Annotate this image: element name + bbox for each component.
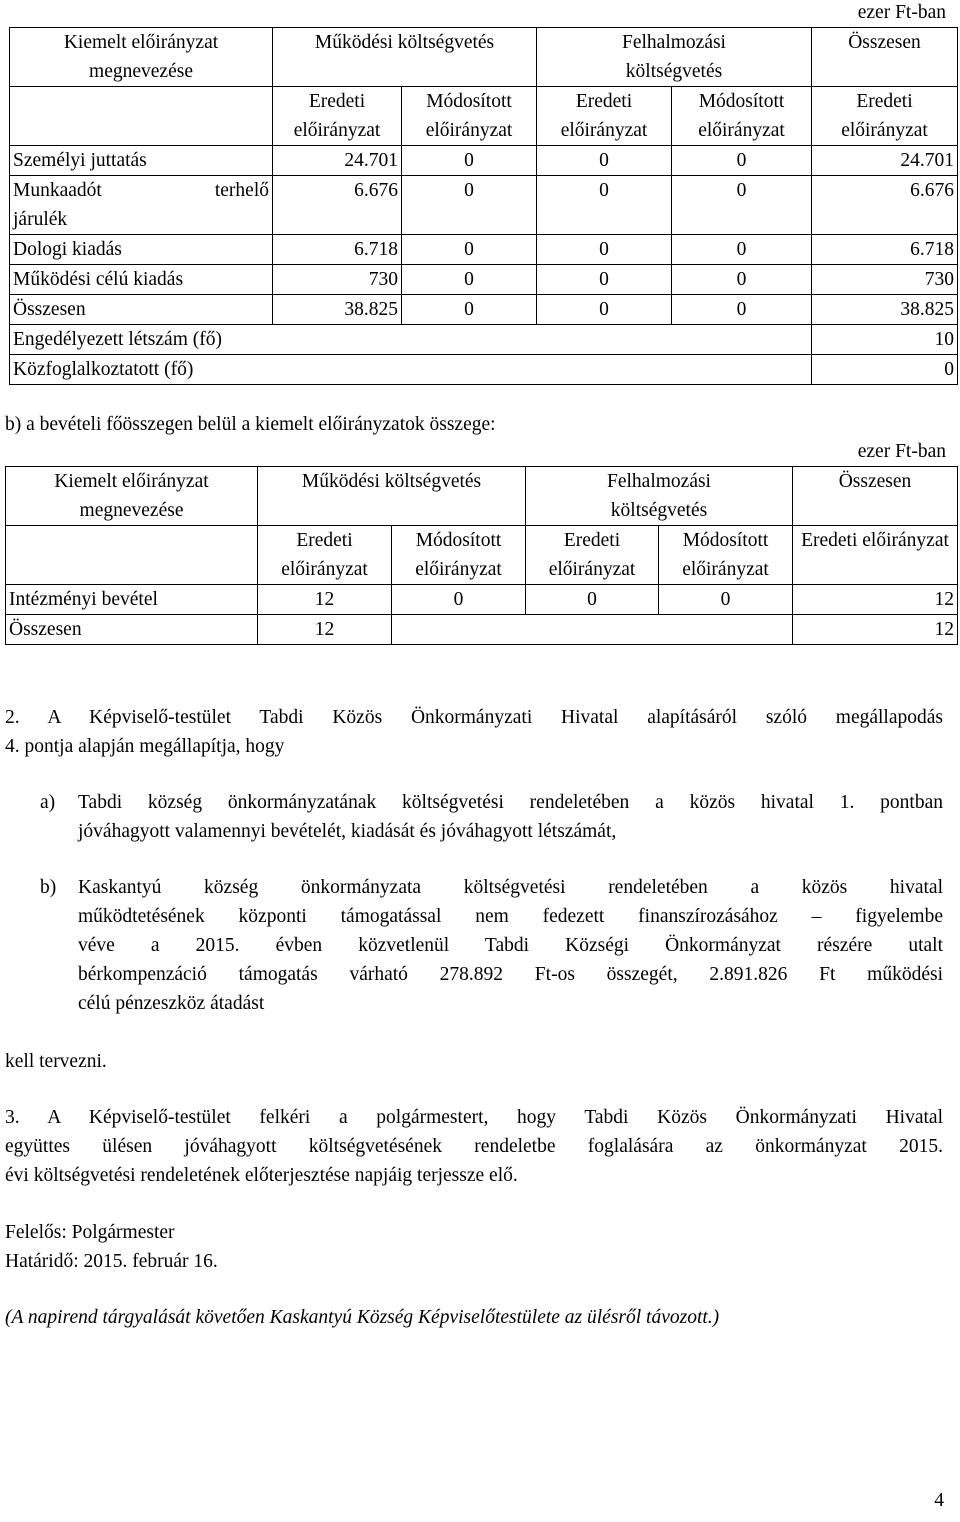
cell-value: 6.676 xyxy=(273,176,402,235)
table1-osszesen-header: Összesen xyxy=(812,28,958,87)
cell-total: 6.718 xyxy=(812,235,958,265)
paragraph-line: együttes ülésen jóváhagyott költségvetésének rendeletbe foglalására az önkormányzat 2015. xyxy=(5,1136,943,1157)
cell-value: 0 xyxy=(672,295,812,325)
cell-value: 730 xyxy=(273,265,402,295)
list-item-b xyxy=(40,873,943,1018)
cell-value: 0 xyxy=(659,585,793,615)
row-label: Személyi juttatás xyxy=(10,146,273,176)
paragraph-2 xyxy=(5,703,943,761)
table-row xyxy=(10,265,958,295)
paragraph-line: 4. pontja alapján megállapítja, hogy xyxy=(5,736,285,757)
list-marker: b) xyxy=(40,877,57,898)
table2 xyxy=(5,466,958,645)
felelos-line: Felelős: Polgármester xyxy=(5,1222,175,1243)
table2-eredeti-1: Eredeti előirányzat xyxy=(258,526,392,585)
cell-value: 0 xyxy=(402,146,537,176)
paragraph-line: 2. A Képviselő-testület Tabdi Közös Önkormányzati Hivatal alapításáról szóló megállapodás xyxy=(5,707,943,728)
letszam-value: 10 xyxy=(812,325,958,355)
cell-value: 0 xyxy=(672,176,812,235)
closing-note: (A napirend tárgyalását követően Kaskantyú Község Képviselőtestülete az ülésről távozott.) xyxy=(5,1307,720,1328)
page-number: 4 xyxy=(934,1490,944,1511)
table1-mukodesi-header: Működési költségvetés xyxy=(273,28,537,87)
list-line: célú pénzeszköz átadást xyxy=(78,993,265,1014)
table2-eredeti-2: Eredeti előirányzat xyxy=(526,526,659,585)
table2-unit: ezer Ft-ban xyxy=(857,441,946,462)
table1-eredeti-2: Eredeti előirányzat xyxy=(537,87,672,146)
cell-total: 12 xyxy=(793,615,958,645)
cell-total: 38.825 xyxy=(812,295,958,325)
cell-value: 0 xyxy=(402,235,537,265)
table-row xyxy=(10,146,958,176)
table1-felhalmozasi-header: Felhalmozási költségvetés xyxy=(537,28,812,87)
row-label-part: terhelő xyxy=(214,180,269,201)
paragraph-3 xyxy=(5,1103,943,1190)
table-row xyxy=(10,325,958,355)
table2-modositott-1: Módosított előirányzat xyxy=(392,526,526,585)
row-label: Összesen xyxy=(6,615,258,645)
cell-total: 12 xyxy=(793,585,958,615)
list-line: Kaskantyú község önkormányzata költségvetési rendeletében a közös hivatal xyxy=(78,877,943,898)
table1-modositott-1: Módosított előirányzat xyxy=(402,87,537,146)
table1 xyxy=(9,27,958,385)
table-row xyxy=(10,235,958,265)
table2-eredeti-3: Eredeti előirányzat xyxy=(793,526,958,585)
table-row xyxy=(10,355,958,385)
cell-value: 12 xyxy=(258,585,392,615)
cell-value: 0 xyxy=(402,176,537,235)
table1-unit: ezer Ft-ban xyxy=(857,2,946,23)
table-row xyxy=(6,585,958,615)
table1-empty-cell xyxy=(10,87,273,146)
table2-name-header: Kiemelt előirányzat megnevezése xyxy=(6,467,258,526)
cell-value: 0 xyxy=(672,235,812,265)
table-row xyxy=(6,615,958,645)
row-label xyxy=(10,176,273,235)
table2-mukodesi-header: Működési költségvetés xyxy=(258,467,526,526)
cell-value: 0 xyxy=(672,265,812,295)
cell-value: 0 xyxy=(537,265,672,295)
list-line: véve a 2015. évben közvetlenül Tabdi Községi Önkormányzat részére utalt xyxy=(78,935,943,956)
table-row xyxy=(10,176,958,235)
table2-modositott-2: Módosított előirányzat xyxy=(659,526,793,585)
cell-value: 24.701 xyxy=(273,146,402,176)
cell-total: 6.676 xyxy=(812,176,958,235)
cell-value: 0 xyxy=(672,146,812,176)
kozfog-label: Közfoglalkoztatott (fő) xyxy=(10,355,812,385)
list-item-a xyxy=(40,788,943,846)
paragraph-line: évi költségvetési rendeletének előterjesztése napjáig terjessze elő. xyxy=(5,1165,518,1186)
list-line: bérkompenzáció támogatás várható 278.892 Ft-os összegét, 2.891.826 Ft működési xyxy=(78,964,943,985)
kozfog-value: 0 xyxy=(812,355,958,385)
letszam-label: Engedélyezett létszám (fő) xyxy=(10,325,812,355)
paragraph-line: 3. A Képviselő-testület felkéri a polgármestert, hogy Tabdi Közös Önkormányzati Hivatal xyxy=(5,1107,943,1128)
cell-total: 24.701 xyxy=(812,146,958,176)
list-marker: a) xyxy=(40,792,56,813)
table1-eredeti-1: Eredeti előirányzat xyxy=(273,87,402,146)
list-line: működtetésének központi támogatással nem fedezett finanszírozásához – figyelembe xyxy=(78,906,943,927)
table2-osszesen-header: Összesen xyxy=(793,467,958,526)
kell-tervezni-text: kell tervezni. xyxy=(5,1051,107,1072)
table1-modositott-2: Módosított előirányzat xyxy=(672,87,812,146)
cell-value: 0 xyxy=(537,235,672,265)
cell-empty xyxy=(392,615,793,645)
row-label: Összesen xyxy=(10,295,273,325)
cell-value: 0 xyxy=(402,295,537,325)
table-row xyxy=(10,295,958,325)
table2-empty-cell xyxy=(6,526,258,585)
list-line: jóváhagyott valamennyi bevételét, kiadását és jóváhagyott létszámát, xyxy=(78,821,617,842)
cell-value: 38.825 xyxy=(273,295,402,325)
hatarido-line: Határidő: 2015. február 16. xyxy=(5,1251,218,1272)
cell-value: 0 xyxy=(537,146,672,176)
section-b-heading: b) a bevételi főösszegen belül a kiemelt előirányzatok összege: xyxy=(5,414,496,435)
row-label-part: Munkaadót xyxy=(13,180,102,201)
cell-value: 12 xyxy=(258,615,392,645)
cell-value: 0 xyxy=(392,585,526,615)
row-label: Intézményi bevétel xyxy=(6,585,258,615)
cell-total: 730 xyxy=(812,265,958,295)
cell-value: 0 xyxy=(402,265,537,295)
table1-name-header: Kiemelt előirányzat megnevezése xyxy=(10,28,273,87)
cell-value: 0 xyxy=(537,295,672,325)
row-label: Működési célú kiadás xyxy=(10,265,273,295)
cell-value: 0 xyxy=(526,585,659,615)
row-label: Dologi kiadás xyxy=(10,235,273,265)
table1-eredeti-3: Eredeti előirányzat xyxy=(812,87,958,146)
cell-value: 6.718 xyxy=(273,235,402,265)
list-line: Tabdi község önkormányzatának költségvetési rendeletében a közös hivatal 1. pontban xyxy=(78,792,943,813)
table2-felhalmozasi-header: Felhalmozási költségvetés xyxy=(526,467,793,526)
row-label-part: járulék xyxy=(13,209,68,230)
cell-value: 0 xyxy=(537,176,672,235)
